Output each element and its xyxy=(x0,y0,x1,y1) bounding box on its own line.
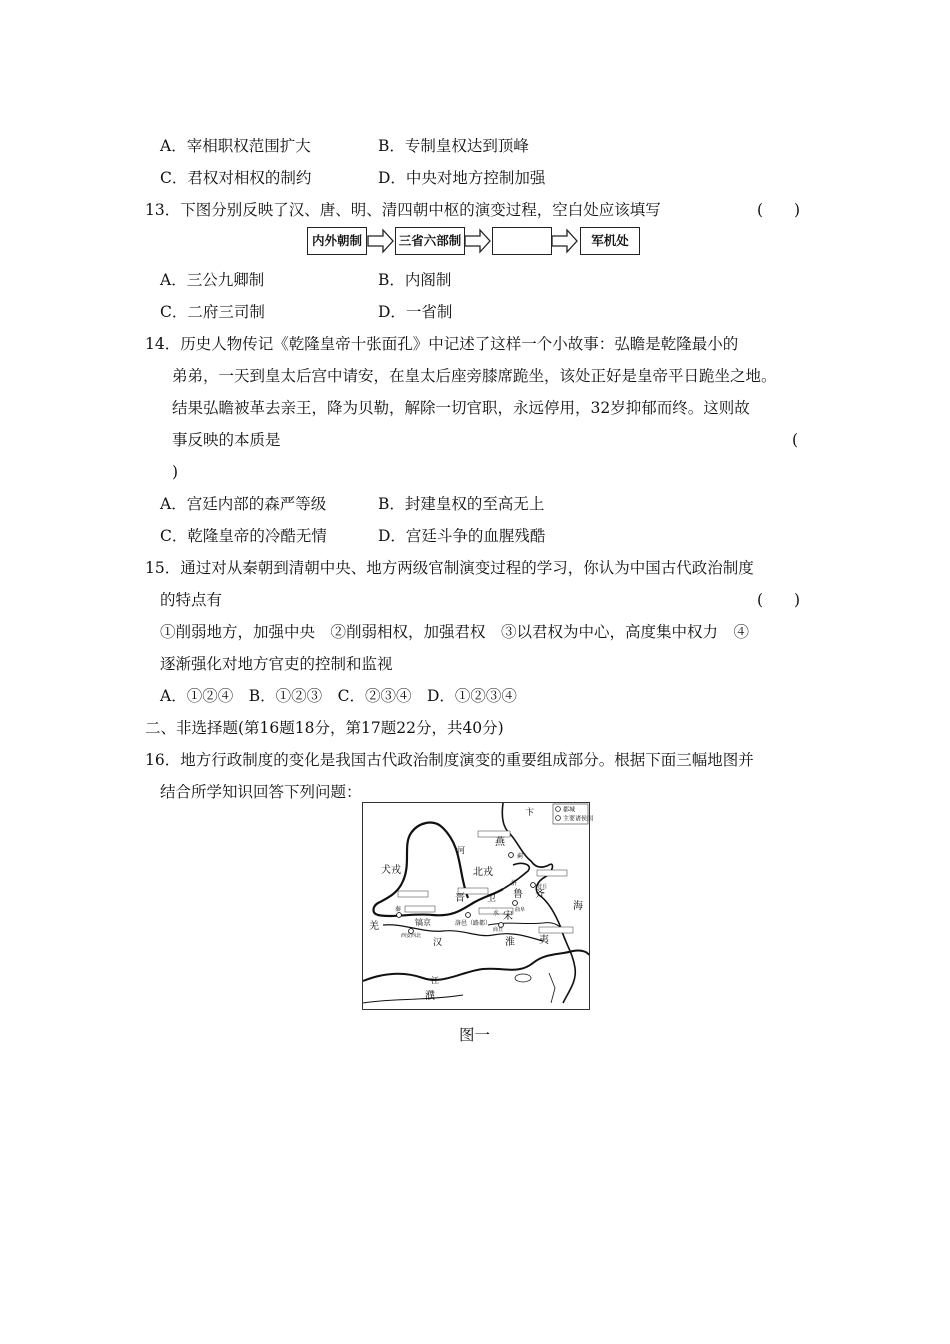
flow-arrow-3-icon xyxy=(551,227,579,255)
q15-line-2: 的特点有 xyxy=(160,591,223,609)
section-heading: 二、非选择题(第16题18分，第17题22分，共40分) xyxy=(145,719,504,737)
flow-box-1: 内外朝制 xyxy=(307,227,367,255)
q13-option-c: C．二府三司制 xyxy=(160,303,265,321)
map-label-yi: 夷 xyxy=(539,935,549,946)
q13-answer-paren: ( ) xyxy=(757,201,801,219)
map-label-shangqiu: 商丘 xyxy=(493,927,504,933)
map-label-pu: 濮 xyxy=(425,991,435,1002)
yangtze-river-icon xyxy=(363,950,589,981)
map-label-qufu: 曲阜 xyxy=(515,907,526,913)
map-caption: 图一 xyxy=(459,1026,491,1044)
map-label-shui: 水 xyxy=(493,910,500,917)
q14-paren-close: ) xyxy=(172,463,179,481)
map-label-song: 宋 xyxy=(503,911,513,922)
map-label-xian: 西安西北 xyxy=(401,933,422,939)
map-label-jiang: 江 xyxy=(431,976,439,985)
q15-line-1: 15．通过对从秦朝到清朝中央、地方两级官制演变过程的学习，你认为中国古代政治制度 xyxy=(145,559,754,577)
q14-line-4: 事反映的本质是 xyxy=(172,431,281,449)
q15-answer-paren: ( ) xyxy=(757,591,801,609)
map-label-qin: 秦 xyxy=(395,906,402,913)
q14-line-1: 14．历史人物传记《乾隆皇帝十张面孔》中记述了这样一个小故事：弘瞻是乾隆最小的 xyxy=(145,335,739,353)
map-label-ji: 蓟 xyxy=(517,853,524,860)
capital-symbol-icon xyxy=(556,807,561,812)
flow-box-blank xyxy=(492,227,552,255)
map-label-yingqiu: 营丘 xyxy=(537,884,548,890)
q14-line-3: 结果弘瞻被革去亲王，降为贝勒，解除一切官职，永远停用，32岁抑郁而终。这则故 xyxy=(172,399,750,417)
q13-option-b: B．内阁制 xyxy=(378,271,452,289)
map-label-he: 河 xyxy=(457,846,465,855)
q13-option-d: D．一省制 xyxy=(378,303,453,321)
legend-capital: 都城 xyxy=(563,806,576,814)
q14-option-b: B．封建皇权的至高无上 xyxy=(378,495,545,513)
map-label-yan: 燕 xyxy=(495,837,505,848)
q16-line-1: 16．地方行政制度的变化是我国古代政治制度演变的重要组成部分。根据下面三幅地图并 xyxy=(145,751,754,769)
q14-line-2: 弟弟，一天到皇太后宫中请安，在皇太后座旁膝席跪坐，该处正好是皇帝平日跪坐之地。 xyxy=(172,367,777,385)
map-label-han: 汉 xyxy=(433,938,443,948)
map-drawing xyxy=(363,803,594,1009)
map-label-qi: 齐 xyxy=(535,889,545,900)
q14-option-d: D．宫廷斗争的血腥残酷 xyxy=(378,527,546,545)
map-label-luoyi: 洛邑（路都） xyxy=(455,920,492,927)
flow-arrow-1-icon xyxy=(367,227,395,255)
map-label-lu: 鲁 xyxy=(513,889,523,900)
q15-line-3: ①削弱地方，加强中央 ②削弱相权，加强君权 ③以君权为中心，高度集中权力 ④ xyxy=(160,623,750,641)
svg-text:卞: 卞 xyxy=(525,808,535,818)
map-label-quanrong: 犬戎 xyxy=(381,865,401,876)
q14-paren-open: ( xyxy=(792,431,799,449)
q12-option-c: C．君权对相权的制约 xyxy=(160,169,312,187)
flow-box-2: 三省六部制 xyxy=(395,227,465,255)
map-label-wei: 卫 xyxy=(487,894,497,904)
map-label-beirong: 北戎 xyxy=(473,867,493,878)
map-legend xyxy=(553,804,593,824)
legend-state: 主要诸侯国 xyxy=(563,815,594,823)
q16-line-2: 结合所学知识回答下列问题： xyxy=(160,783,362,801)
map-label-qiang: 羌 xyxy=(369,921,379,932)
map-label-haojing: 镐京 xyxy=(415,918,431,927)
map-label-hai: 海 xyxy=(573,901,583,912)
q12-option-a: A．宰相职权范围扩大 xyxy=(160,137,311,155)
map-figure xyxy=(362,802,594,1010)
q15-options: A．①②④ B．①②③ C．②③④ D．①②③④ xyxy=(160,687,517,705)
q14-option-c: C．乾隆皇帝的冷酷无情 xyxy=(160,527,327,545)
q12-option-b: B．专制皇权达到顶峰 xyxy=(378,137,529,155)
q13-option-a: A．三公九卿制 xyxy=(160,271,265,289)
q13-stem: 13．下图分别反映了汉、唐、明、清四朝中枢的演变过程，空白处应该填写 xyxy=(145,201,661,219)
q15-line-4: 逐渐强化对地方官吏的控制和监视 xyxy=(160,655,393,673)
map-label-ji-river: 济 xyxy=(511,880,518,887)
q14-option-a: A．宫廷内部的森严等级 xyxy=(160,495,327,513)
flow-box-4: 军机处 xyxy=(580,227,640,255)
map-label-huai: 淮 xyxy=(505,937,515,948)
state-symbol-icon xyxy=(556,816,561,821)
flow-arrow-2-icon xyxy=(464,227,492,255)
q12-option-d: D．中央对地方控制加强 xyxy=(378,169,546,187)
map-label-jin: 晋 xyxy=(455,893,465,904)
